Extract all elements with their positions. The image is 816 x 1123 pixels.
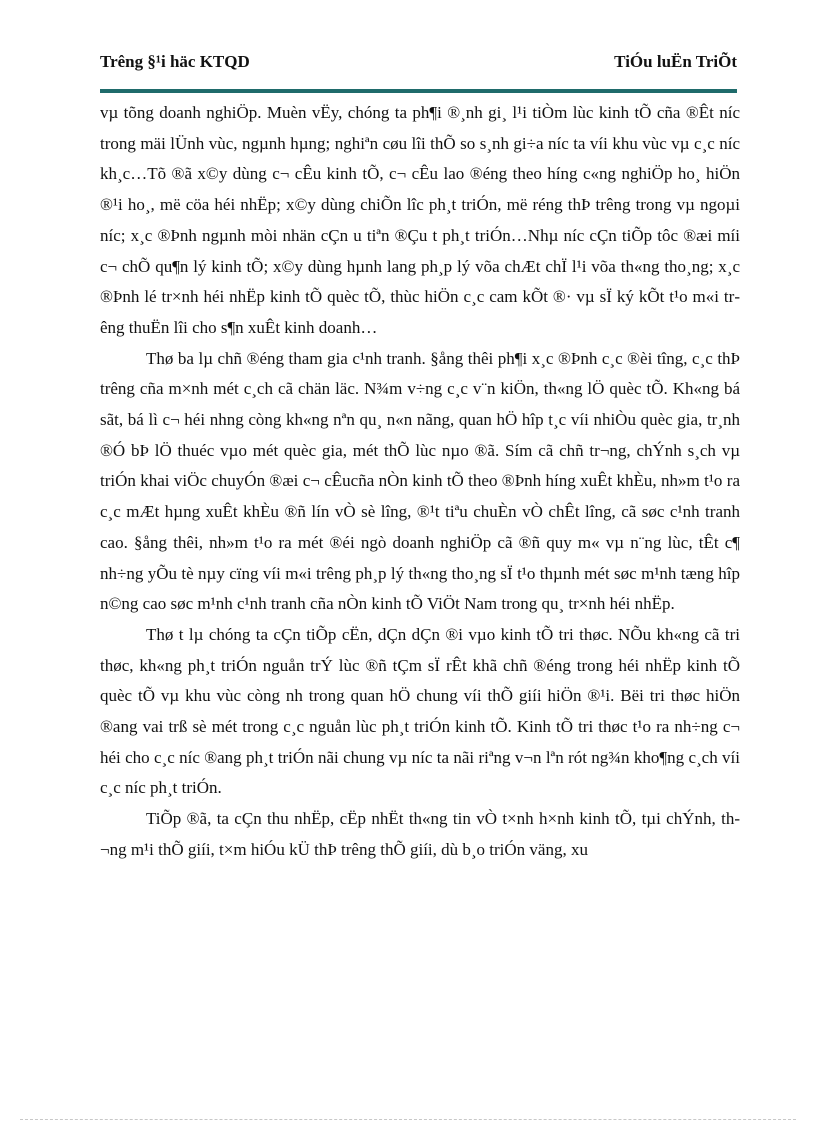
paragraph-next-step: TiÕp ®ã, ta cÇn thu nhËp, cËp nhËt th«ng tin vÒ t×nh h×nh kinh tÕ, tµi chÝnh, th¬ng m¹i thÕ giíi, t×m hiÓu kÜ thÞ trêng thÕ giíi, dù b¸o triÓn väng, xu [100,809,740,859]
paragraph-third-point: Thø ba lµ chñ ®éng tham gia c¹nh tranh. §ång thêi ph¶i x¸c ®Þnh c¸c ®èi tîng, c¸c thÞ trêng cña m×nh mét c¸ch cã chän läc. N¾m v÷ng c¸c v¨n kiÖn, th«ng lÖ quèc tÕ. Kh«ng bá sãt, bá lì c¬ héi nhng còng kh«ng nªn qu¸ n«n nãng, quan hÖ hîp t¸c víi nhiÒu quèc gia, tr¸nh ®Ó bÞ lÖ thuéc vµo mét quèc gia, mét thÕ lùc nµo ®ã. Sím cã chñ tr¬ng, chÝnh s¸ch vµ triÓn khai viÖc chuyÓn ®æi c¬ cÊucña nÒn kinh tÕ theo ®Þnh híng xuÊt khÈu, nh»m t¹o ra c¸c mÆt hµng xuÊt khÈu ®ñ lín vÒ sè lîng, ®¹t tiªu chuÈn vÒ chÊt lîng, cã søc c¹nh tranh cao. §ång thêi, nh»m t¹o ra mét ®éi ngò doanh nghiÖp cã ®ñ quy m« vµ n¨ng lùc, tÊt c¶ nh÷ng yÕu tè nµy cïng víi m«i trêng ph¸p lý th«ng tho¸ng sÏ t¹o thµnh mét søc m¹nh tæng hîp n©ng cao søc m¹nh c¹nh tranh cña nÒn kinh tÕ ViÖt Nam trong qu¸ tr×nh héi nhËp. [100,348,740,614]
page-header [100,50,737,78]
paragraph-continuation: vµ tõng doanh nghiÖp. Muèn vËy, chóng ta ph¶i ®¸nh gi¸ l¹i tiÒm lùc kinh tÕ cña ®Êt níc trong mäi lÜnh vùc, ngµnh hµng; nghiªn cøu lîi thÕ so s¸nh gi÷a níc ta víi khu vùc vµ c¸c níc kh¸c…Tõ ®ã x©y dùng c¬ cÊu kinh tÕ, c¬ cÊu lao ®éng theo híng c«ng nghiÖp ho¸ hiÖn ®¹i ho¸, më cöa héi nhËp; x©y dùng chiÕn lîc ph¸t triÓn, më réng thÞ trêng trong vµ ngoµi níc; x¸c ®Þnh ngµnh mòi nhän cÇn u tiªn ®Çu t ph¸t triÓn…Nhµ níc cÇn tiÕp tôc ®æi míi c¬ chÕ qu¶n lý kinh tÕ; x©y dùng hµnh lang ph¸p lý võa chÆt chÏ l¹i võa th«ng tho¸ng; x¸c ®Þnh lé tr×nh héi nhËp kinh tÕ quèc tÕ, thùc hiÖn c¸c cam kÕt ®· vµ sÏ ký kÕt t¹o m«i trêng thuËn lîi cho s¶n xuÊt kinh doanh… [100,103,740,337]
header-school-name: Trêng §¹i häc KTQD [100,52,250,71]
document-body [100,98,740,866]
header-document-title: TiÓu luËn TriÕt [614,52,737,71]
page-bottom-edge [20,1119,796,1120]
header-divider [100,89,737,93]
paragraph-fourth-point: Thø t lµ chóng ta cÇn tiÕp cËn, dÇn dÇn ®i vµo kinh tÕ tri thøc. NÕu kh«ng cã tri thøc, kh«ng ph¸t triÓn nguån trÝ lùc ®ñ tÇm sÏ rÊt khã chñ ®éng trong héi nhËp kinh tÕ quèc tÕ vµ khu vùc còng nh trong quan hÖ chung víi thÕ giíi hiÖn ®¹i. Bëi tri thøc hiÖn ®ang vai trß sè mét trong c¸c nguån lùc ph¸t triÓn kinh tÕ. Kinh tÕ tri thøc t¹o ra nh÷ng c¬ héi cho c¸c níc ®ang ph¸t triÓn nãi chung vµ níc ta nãi riªng v¬n lªn rót ng¾n kho¶ng c¸ch víi c¸c níc ph¸t triÓn. [100,624,740,798]
